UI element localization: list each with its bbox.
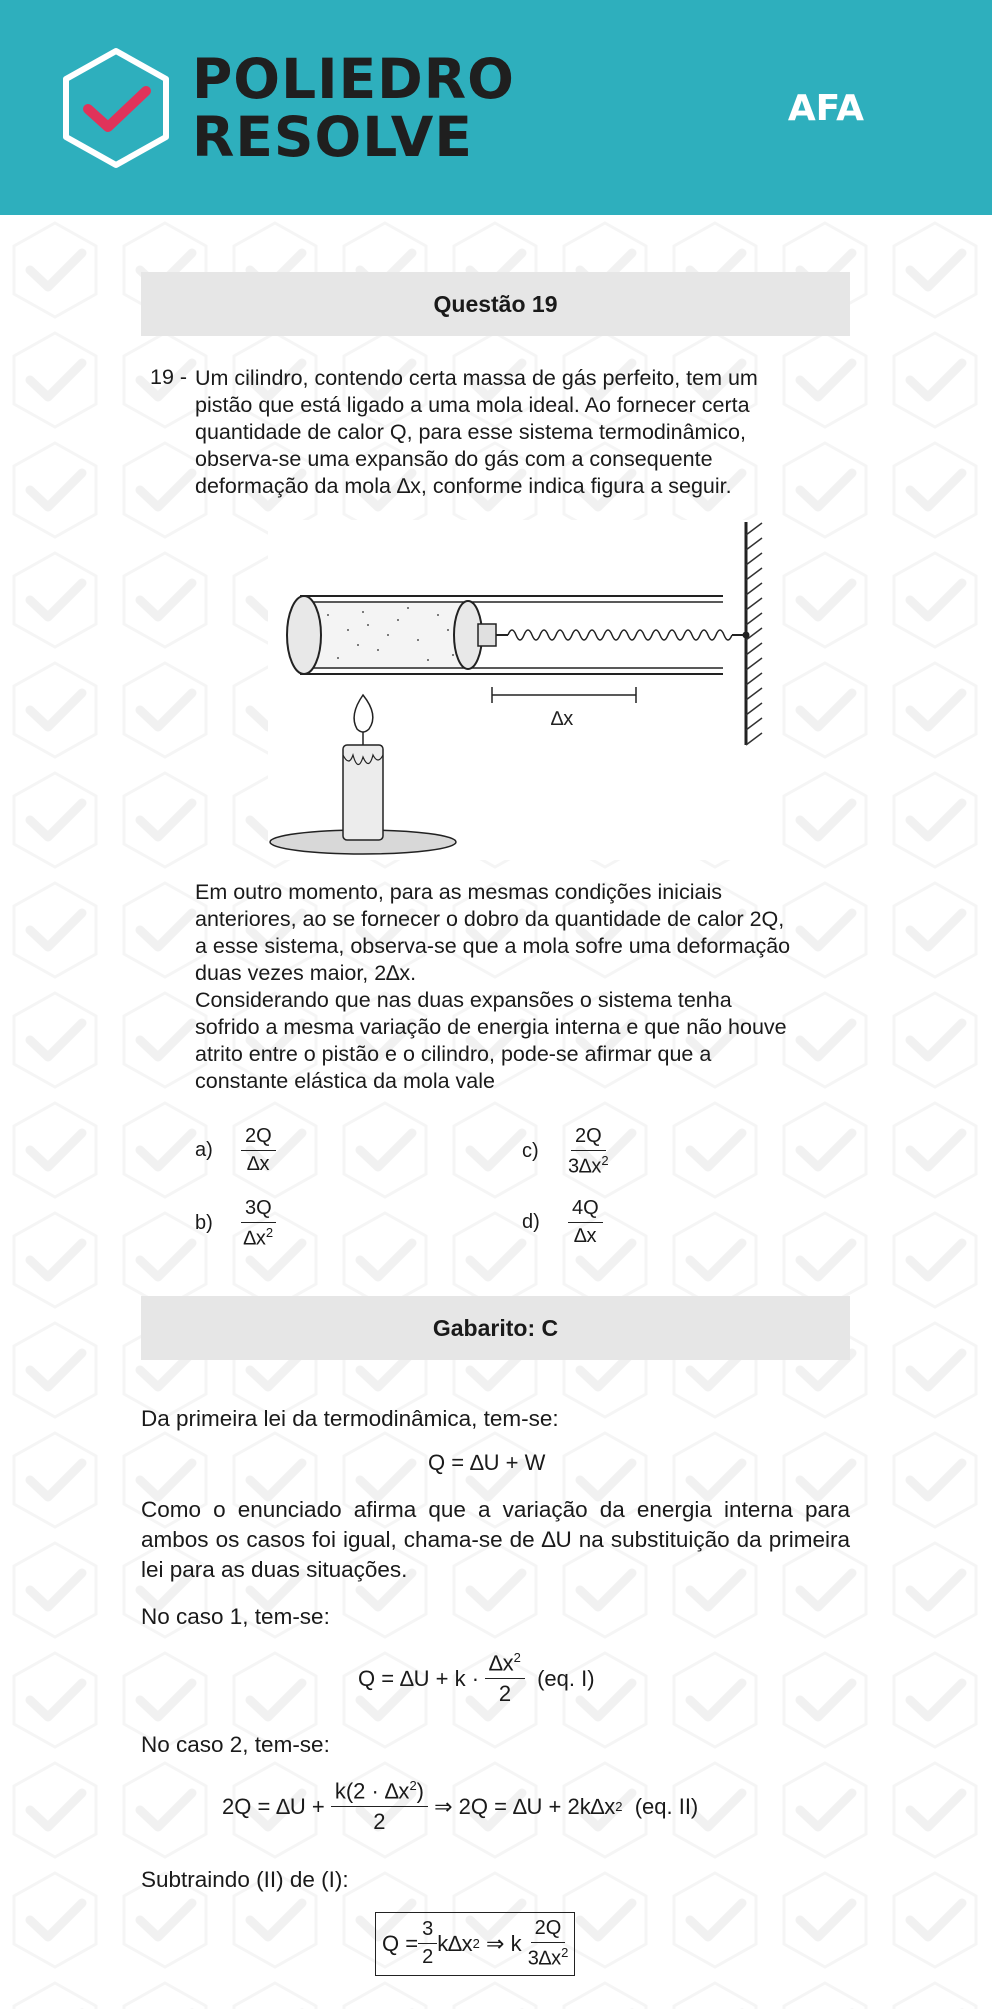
option-denominator: ∆x <box>243 1227 266 1250</box>
option-exponent: 2 <box>265 1225 274 1240</box>
eq3-frac1-numerator: 3 <box>418 1918 437 1944</box>
case-1-label: No caso 1, tem-se: <box>141 1604 330 1629</box>
option-numerator: 3Q <box>241 1197 276 1223</box>
poliedro-logo-icon <box>60 47 172 169</box>
answer-title: Gabarito: C <box>432 1314 559 1341</box>
question-body <box>195 879 843 1095</box>
brand-title <box>192 47 515 169</box>
option-d <box>522 1197 603 1248</box>
eq3-implies: ⇒ k <box>486 1930 522 1956</box>
eq2-tag: (eq. II) <box>634 1793 699 1819</box>
question-intro <box>195 365 843 500</box>
eq2-left: 2Q = ∆U + <box>222 1793 325 1819</box>
exam-tag: AFA <box>787 88 864 129</box>
intro-line: quantidade de calor Q, para esse sistema termodinâmico, <box>195 420 746 444</box>
intro-line: Um cilindro, contendo certa massa de gás perfeito, tem um <box>195 366 758 390</box>
subtraction-label: Subtraindo (II) de (I): <box>141 1867 349 1892</box>
body-line: sofrido a mesma variação de energia interna e que não houve <box>195 1015 787 1039</box>
eq1-numerator: ∆x <box>489 1650 514 1676</box>
eq2-paren: ) <box>416 1778 424 1804</box>
eq1-left: Q = ∆U + k · <box>358 1665 480 1691</box>
option-denominator: ∆x <box>574 1225 597 1247</box>
body-line: a esse sistema, observa-se que a mola sofre uma deformação <box>195 934 791 958</box>
eq2-numerator: k(2 · ∆x <box>334 1778 410 1804</box>
option-b <box>195 1197 276 1251</box>
option-label: c) <box>522 1140 539 1163</box>
option-c <box>522 1125 609 1179</box>
equation-case-1 <box>358 1650 595 1707</box>
body-line: anteriores, ao se fornecer o dobro da quantidade de calor 2Q, <box>195 907 785 931</box>
body-line: duas vezes maior, 2∆x. <box>195 961 417 985</box>
eq3-frac2-exponent: 2 <box>561 1945 569 1960</box>
option-numerator: 4Q <box>568 1197 603 1223</box>
body-line: Considerando que nas duas expansões o sistema tenha <box>195 988 732 1012</box>
option-label: d) <box>522 1211 540 1233</box>
body-line: constante elástica da mola vale <box>195 1069 495 1093</box>
body-line: atrito entre o pistão e o cilindro, pode-se afirmar que a <box>195 1042 712 1066</box>
eq3-frac2-numerator: 2Q <box>531 1917 566 1943</box>
option-denominator: 3∆x <box>568 1155 602 1178</box>
header-banner <box>0 0 992 215</box>
question-title-bar <box>141 272 850 336</box>
eq3-frac2-denominator: 3∆x <box>527 1947 562 1970</box>
equation-case-2 <box>222 1778 698 1835</box>
option-label: b) <box>195 1212 213 1235</box>
equation-first-law: Q = ∆U + W <box>428 1450 546 1475</box>
eq1-tag: (eq. I) <box>537 1665 595 1691</box>
eq2-denominator: 2 <box>373 1809 386 1835</box>
final-answer-box <box>375 1912 575 1976</box>
solution-intro: Da primeira lei da termodinâmica, tem-se: <box>141 1406 559 1431</box>
eq1-exponent: 2 <box>513 1650 521 1665</box>
delta-x-label: ∆x <box>551 708 574 730</box>
eq3-exponent: 2 <box>472 1936 480 1952</box>
option-numerator: 2Q <box>571 1125 606 1151</box>
eq2-right-exponent: 2 <box>615 1799 623 1815</box>
option-numerator: 2Q <box>241 1125 276 1151</box>
cylinder-spring-figure <box>268 520 768 860</box>
question-number: 19 - <box>150 365 188 389</box>
intro-line: deformação da mola ∆x, conforme indica figura a seguir. <box>195 474 732 498</box>
question-title: Questão 19 <box>433 290 558 317</box>
eq3-middle: k∆x <box>437 1930 473 1956</box>
option-denominator: ∆x <box>247 1153 270 1175</box>
solution-paragraph: Como o enunciado afirma que a variação da energia interna para ambos os casos foi igual, chama-se de ∆U na substituição da primeira lei para as duas situações. <box>141 1497 850 1582</box>
eq1-denominator: 2 <box>498 1681 512 1707</box>
option-exponent: 2 <box>601 1153 609 1168</box>
answer-title-bar <box>141 1296 850 1360</box>
body-line: Em outro momento, para as mesmas condições iniciais <box>195 880 722 904</box>
option-label: a) <box>195 1139 213 1161</box>
case-2-label: No caso 2, tem-se: <box>141 1732 330 1757</box>
eq2-exponent: 2 <box>409 1778 417 1793</box>
eq3-left: Q = <box>382 1930 419 1956</box>
intro-line: pistão que está ligado a uma mola ideal. Ao fornecer certa <box>195 393 750 417</box>
eq3-frac1-denominator: 2 <box>422 1946 434 1969</box>
eq2-right: ⇒ 2Q = ∆U + 2k∆x <box>434 1793 616 1819</box>
brand-line-2: RESOLVE <box>192 105 473 169</box>
brand-line-1: POLIEDRO <box>192 47 515 111</box>
option-a <box>195 1125 276 1176</box>
intro-line: observa-se uma expansão do gás com a consequente <box>195 447 713 471</box>
